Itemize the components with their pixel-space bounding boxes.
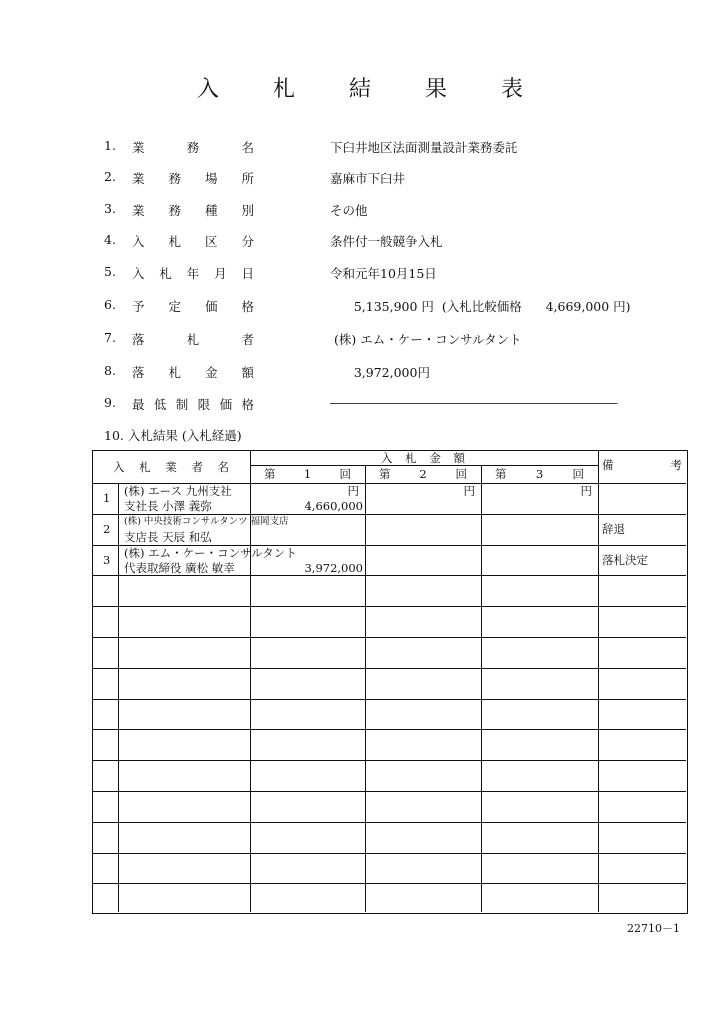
row-number: 3 xyxy=(103,552,111,567)
info-label-char: 区 xyxy=(204,234,218,249)
header-char: 2 xyxy=(419,467,427,481)
info-value: 令和元年10月15日 xyxy=(330,266,437,281)
info-row xyxy=(0,169,720,187)
page-title xyxy=(0,72,720,102)
round-header xyxy=(264,467,351,481)
company-name: (株) エム・ケー・コンサルタント xyxy=(124,545,297,560)
info-label-char: 務 xyxy=(186,140,200,155)
grid-line xyxy=(93,822,686,823)
info-label-char: 名 xyxy=(241,140,254,155)
grid-line xyxy=(250,465,598,466)
representative-name: 代表取締役 廣松 敏幸 xyxy=(124,560,235,575)
info-row xyxy=(0,201,720,219)
info-row xyxy=(0,363,720,381)
info-label-char: 札 xyxy=(159,266,172,281)
yen-unit: 円 xyxy=(463,484,475,498)
info-label-char: 業 xyxy=(132,203,145,218)
info-label-char: 定 xyxy=(168,299,181,314)
header-char: 考 xyxy=(670,458,682,472)
info-number: 2. xyxy=(104,169,116,184)
info-label-char: 制 xyxy=(175,397,189,412)
info-label xyxy=(132,363,254,381)
result-heading: 10. 入札結果 (入札経過) xyxy=(104,428,242,443)
representative-name: 支店長 天辰 和弘 xyxy=(124,529,212,544)
amount-header xyxy=(381,451,465,465)
info-label-char: 落 xyxy=(132,332,145,347)
info-number: 5. xyxy=(104,264,116,279)
info-label-char: 落 xyxy=(132,365,145,380)
info-label-char: 場 xyxy=(204,171,218,186)
header-char: 回 xyxy=(572,467,584,481)
info-number: 3. xyxy=(104,201,116,216)
info-label-char: 予 xyxy=(132,299,145,314)
info-label-char: 格 xyxy=(241,397,254,412)
header-char: 入 xyxy=(381,451,393,465)
info-row xyxy=(0,297,720,315)
info-label-char: 業 xyxy=(132,171,145,186)
info-label xyxy=(132,232,254,250)
grid-line xyxy=(93,729,686,730)
title-char: 果 xyxy=(425,77,448,102)
info-value: その他 xyxy=(330,203,368,218)
remarks-header xyxy=(602,458,682,472)
company-name: (株) 中央技術コンサルタンツ 福岡支店 xyxy=(124,515,289,527)
info-label-char: 限 xyxy=(197,397,211,412)
info-label xyxy=(132,169,254,187)
info-label-char: 札 xyxy=(168,234,181,249)
round-header xyxy=(379,467,467,481)
grid-line xyxy=(93,791,686,792)
grid-line xyxy=(93,637,686,638)
info-label-char: 分 xyxy=(241,234,254,249)
bid-result-table xyxy=(92,450,688,914)
header-char: 業 xyxy=(165,460,177,474)
info-number: 8. xyxy=(104,363,116,378)
header-char: 入 xyxy=(113,460,125,474)
info-value: 3,972,000円 xyxy=(330,365,430,380)
grid-line xyxy=(93,668,686,669)
header-char: 名 xyxy=(217,460,229,474)
header-char: 第 xyxy=(379,467,391,481)
info-number: 1. xyxy=(104,138,116,153)
grid-line xyxy=(93,575,686,576)
info-number: 9. xyxy=(104,395,116,410)
info-label xyxy=(132,264,254,282)
grid-line xyxy=(93,853,686,854)
header-char: 回 xyxy=(339,467,351,481)
info-row xyxy=(0,395,720,413)
grid-line xyxy=(93,606,686,607)
round-header xyxy=(495,467,584,481)
info-label xyxy=(132,297,254,315)
info-label xyxy=(132,395,254,413)
header-char: 備 xyxy=(602,458,614,472)
info-label-char: 札 xyxy=(186,332,200,347)
title-char: 結 xyxy=(348,77,371,102)
row-number: 1 xyxy=(103,491,111,505)
info-value: 嘉麻市下臼井 xyxy=(330,171,406,186)
info-label-char: 所 xyxy=(241,171,254,186)
header-char: 第 xyxy=(495,467,507,481)
info-label-char: 務 xyxy=(168,203,181,218)
info-label-char: 入 xyxy=(132,266,145,281)
remark: 辞退 xyxy=(602,521,625,536)
grid-line xyxy=(93,760,686,761)
info-label-char: 者 xyxy=(241,332,254,347)
info-label-char: 入 xyxy=(132,234,145,249)
header-char: 札 xyxy=(139,460,151,474)
header-char: 1 xyxy=(303,467,312,481)
info-value: 5,135,900 円 (入札比較価格 4,669,000 円) xyxy=(330,299,631,314)
info-label-char: 金 xyxy=(204,365,218,380)
bid-amount: 3,972,000 xyxy=(304,560,363,575)
header-char: 3 xyxy=(535,467,544,481)
info-value: 下臼井地区法面測量設計業務委託 xyxy=(330,140,518,155)
grid-line xyxy=(365,465,366,912)
info-label-char: 格 xyxy=(241,299,254,314)
info-row xyxy=(0,232,720,250)
info-value: (株) エム・ケー・コンサルタント xyxy=(330,332,522,347)
info-row xyxy=(0,330,720,348)
info-row xyxy=(0,138,720,156)
info-label-char: 年 xyxy=(186,266,200,281)
representative-name: 支社長 小澤 義弥 xyxy=(124,499,212,513)
grid-line xyxy=(481,465,482,912)
info-label-char: 価 xyxy=(219,397,233,412)
row-number: 2 xyxy=(103,521,111,536)
info-number: 7. xyxy=(104,330,116,345)
header-char: 回 xyxy=(455,467,467,481)
company-name: (株) エース 九州支社 xyxy=(124,484,232,498)
info-label-char: 務 xyxy=(168,171,181,186)
info-label xyxy=(132,330,254,348)
title-char: 表 xyxy=(501,77,524,102)
yen-unit: 円 xyxy=(347,484,359,498)
info-number: 4. xyxy=(104,232,116,247)
info-value: ――――――――――――――――――――――― xyxy=(330,395,618,410)
header-char: 者 xyxy=(191,460,203,474)
grid-line xyxy=(93,883,686,884)
title-char: 入 xyxy=(196,77,219,102)
grid-line xyxy=(93,699,686,700)
grid-line xyxy=(118,483,119,912)
info-number: 6. xyxy=(104,297,116,312)
header-char: 第 xyxy=(264,467,276,481)
remark: 落札決定 xyxy=(602,552,648,567)
info-label xyxy=(132,201,254,219)
title-char: 札 xyxy=(272,77,295,102)
info-row xyxy=(0,264,720,282)
info-label-char: 額 xyxy=(241,365,254,380)
header-char: 額 xyxy=(453,451,465,465)
info-value: 条件付一般競争入札 xyxy=(330,234,443,249)
info-label-char: 種 xyxy=(204,203,218,218)
info-label-char: 日 xyxy=(241,266,254,281)
yen-unit: 円 xyxy=(580,484,592,498)
header-char: 札 xyxy=(405,451,417,465)
info-label-char: 価 xyxy=(204,299,218,314)
info-label-char: 別 xyxy=(241,203,254,218)
info-label-char: 札 xyxy=(168,365,181,380)
grid-line xyxy=(598,451,599,912)
info-label-char: 最 xyxy=(132,397,145,412)
info-label xyxy=(132,138,254,156)
bidder-header xyxy=(113,460,229,474)
bid-amount: 4,660,000 xyxy=(304,499,363,513)
info-label-char: 業 xyxy=(132,140,145,155)
info-label-char: 低 xyxy=(153,397,167,412)
info-label-char: 月 xyxy=(214,266,227,281)
header-char: 金 xyxy=(429,451,441,465)
document-code: 22710－1 xyxy=(627,922,680,935)
